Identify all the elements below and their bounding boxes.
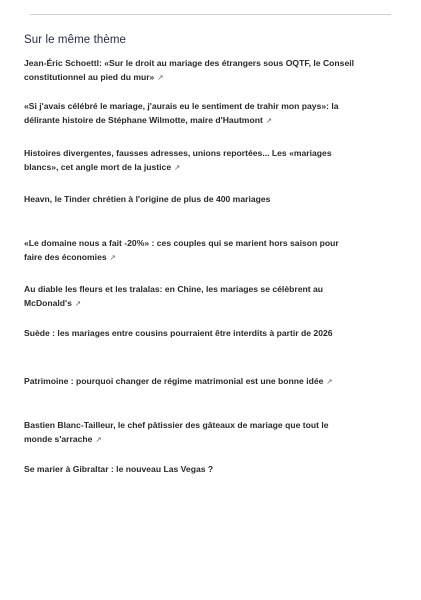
external-link-icon: ↗ — [109, 253, 116, 262]
article-link[interactable] — [24, 101, 339, 125]
section-title: Sur le même thème — [24, 34, 127, 46]
article-title: Patrimoine : pourquoi changer de régime matrimonial est une bonne idée — [24, 376, 324, 386]
article-title: Se marier à Gibraltar : le nouveau Las Vegas ? — [24, 464, 214, 474]
article-title: Jean-Éric Schoettl: «Sur le droit au mariage des étrangers sous OQTF, le Conseil constitutionnel au pied du mur» — [24, 58, 355, 82]
related-article-2[interactable] — [24, 99, 359, 128]
related-article-7[interactable] — [24, 326, 359, 340]
article-link[interactable] — [24, 464, 213, 474]
article-link[interactable] — [24, 194, 270, 204]
article-title: «Si j'avais célébré le mariage, j'aurais eu le sentiment de trahir mon pays»: la délirante histoire de Stéphane Wilmotte, maire d'Hautmont — [24, 101, 339, 125]
article-link[interactable] — [24, 420, 329, 444]
article-link[interactable] — [24, 238, 339, 262]
related-article-8[interactable] — [24, 374, 359, 389]
article-link[interactable] — [24, 58, 354, 82]
related-article-6[interactable] — [24, 282, 359, 311]
article-link[interactable] — [24, 328, 333, 338]
article-title: «Le domaine nous a fait -20%» : ces couples qui se marient hors saison pour faire des économies — [24, 238, 339, 262]
related-article-9[interactable] — [24, 418, 359, 447]
external-link-icon: ↗ — [265, 116, 273, 125]
related-article-4[interactable] — [24, 192, 359, 206]
article-link[interactable] — [24, 376, 333, 386]
external-link-icon: ↗ — [74, 299, 82, 308]
related-article-1[interactable] — [24, 56, 359, 85]
article-title: Bastien Blanc-Tailleur, le chef pâtissier des gâteaux de mariage que tout le monde s'arrache — [24, 420, 329, 444]
article-title: Suède : les mariages entre cousins pourraient être interdits à partir de 2026 — [24, 328, 333, 338]
article-link[interactable] — [24, 148, 332, 172]
related-articles-section — [24, 34, 396, 474]
article-title: Histoires divergentes, fausses adresses, unions reportées... Les «mariages blancs», cet angle mort de la justice — [24, 148, 332, 172]
top-divider — [30, 14, 391, 15]
related-article-5[interactable] — [24, 236, 359, 265]
article-link[interactable] — [24, 284, 323, 308]
external-link-icon: ↗ — [174, 163, 181, 172]
external-link-icon: ↗ — [326, 377, 333, 386]
external-link-icon: ↗ — [95, 435, 102, 444]
article-title: Au diable les fleurs et les tralalas: en Chine, les mariages se célèbrent au McDonald's — [24, 284, 323, 308]
external-link-icon: ↗ — [157, 73, 164, 82]
article-title: Heavn, le Tinder chrétien à l'origine de plus de 400 mariages — [24, 194, 271, 204]
related-article-3[interactable] — [24, 146, 359, 175]
related-article-10[interactable] — [24, 462, 359, 476]
